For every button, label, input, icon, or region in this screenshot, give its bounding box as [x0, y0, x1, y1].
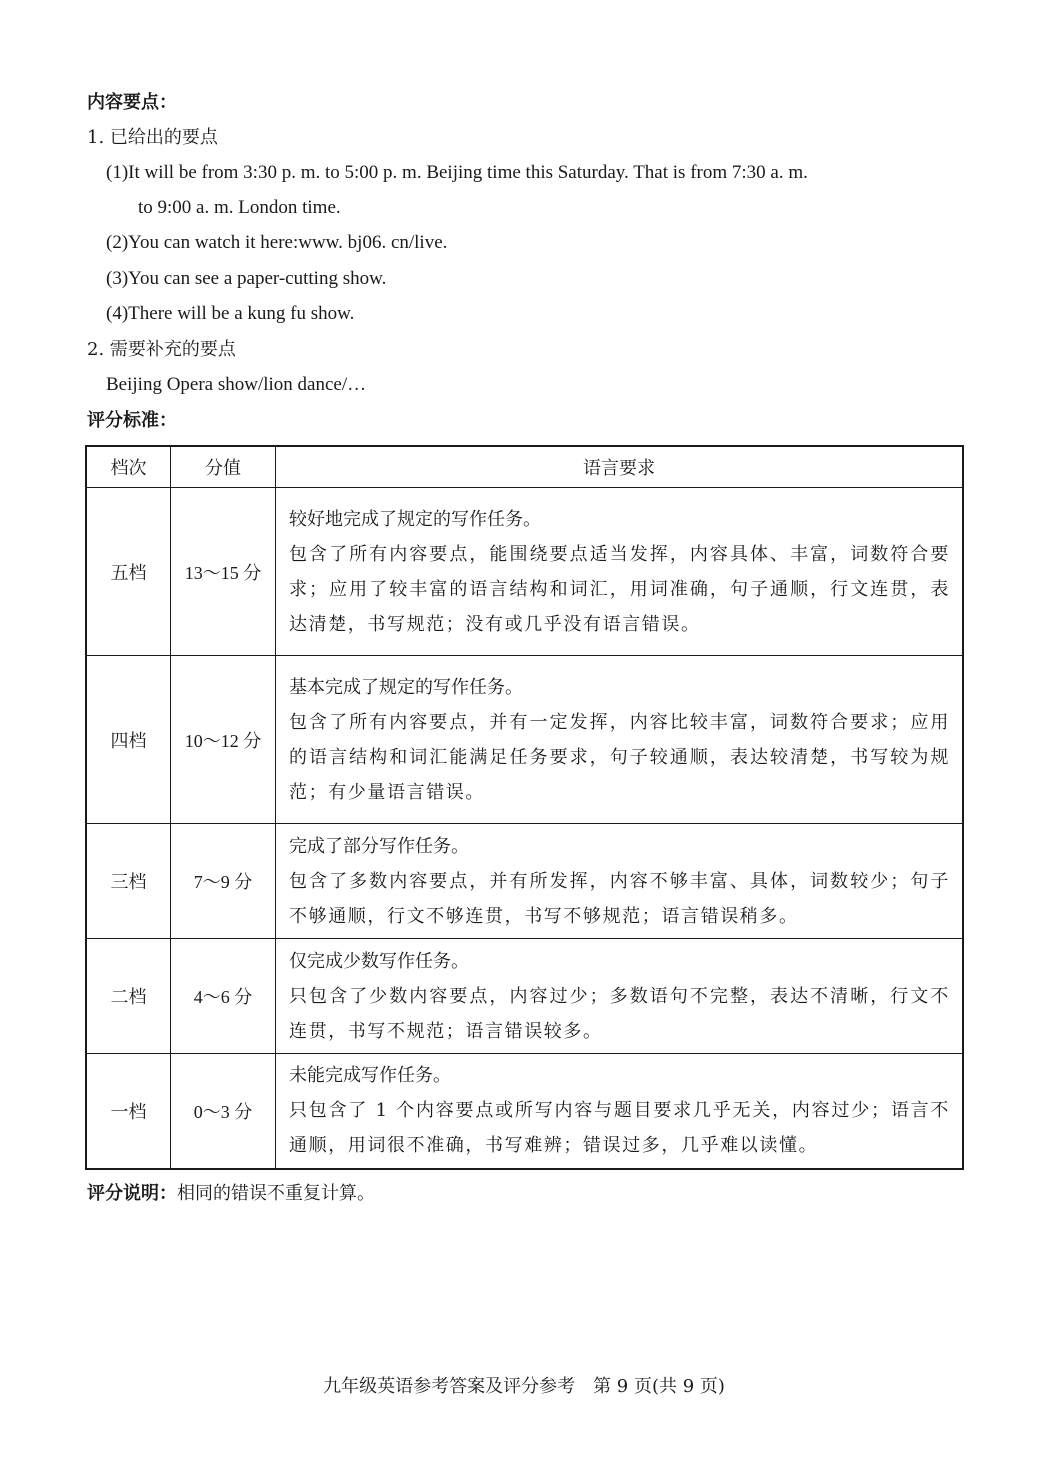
- requirement-body: 包含了所有内容要点，并有一定发挥，内容比较丰富，词数符合要求；应用的语言结构和词汇能满足任务要求，句子较通顺，表达较清楚，书写较为规范；有少量语言错误。: [289, 711, 950, 803]
- supplement-points-title: 2. 需要补充的要点: [87, 339, 236, 360]
- given-point-2: (2)You can watch it here:www. bj06. cn/live.: [106, 232, 448, 253]
- level-cell: 二档: [86, 939, 171, 1054]
- score-cell: 10～12 分: [171, 656, 276, 824]
- grading-note-text: 相同的错误不重复计算。: [177, 1183, 375, 1204]
- column-header-score: 分值: [171, 446, 276, 488]
- given-point-1: (1)It will be from 3:30 p. m. to 5:00 p. m. Beijing time this Saturday. That is from 7:30 a. m.: [106, 162, 808, 183]
- level-cell: 一档: [86, 1054, 171, 1169]
- requirement-cell: [276, 488, 964, 656]
- level-cell: 五档: [86, 488, 171, 656]
- requirement-cell: [276, 824, 964, 939]
- requirement-title: 较好地完成了规定的写作任务。: [289, 508, 541, 530]
- level-cell: 四档: [86, 656, 171, 824]
- level-cell: 三档: [86, 824, 171, 939]
- requirement-cell: [276, 656, 964, 824]
- table-row: [86, 824, 963, 939]
- table-row: [86, 939, 963, 1054]
- requirement-body: 只包含了少数内容要点，内容过少；多数语句不完整，表达不清晰，行文不连贯，书写不规范；语言错误较多。: [289, 985, 950, 1042]
- table-row: [86, 656, 963, 824]
- table-row: [86, 488, 963, 656]
- given-point-3: (3)You can see a paper-cutting show.: [106, 268, 387, 289]
- score-cell: 13～15 分: [171, 488, 276, 656]
- table-header-row: [86, 446, 963, 488]
- table-row: [86, 1054, 963, 1169]
- column-header-level: 档次: [86, 446, 171, 488]
- grading-note-label: 评分说明：: [87, 1183, 177, 1204]
- requirement-title: 基本完成了规定的写作任务。: [289, 676, 523, 698]
- requirement-body: 包含了所有内容要点，能围绕要点适当发挥，内容具体、丰富，词数符合要求；应用了较丰富的语言结构和词汇，用词准确，句子通顺，行文连贯，表达清楚，书写规范；没有或几乎没有语言错误。: [289, 543, 950, 635]
- requirement-cell: [276, 939, 964, 1054]
- column-header-requirements: 语言要求: [276, 446, 964, 488]
- given-point-1-cont: to 9:00 a. m. London time.: [138, 197, 341, 218]
- content-points-heading: 内容要点：: [87, 92, 177, 113]
- requirement-body: 只包含了 1 个内容要点或所写内容与题目要求几乎无关，内容过少；语言不通顺，用词很不准确，书写难辨；错误过多，几乎难以读懂。: [289, 1100, 950, 1157]
- requirement-body: 包含了多数内容要点，并有所发挥，内容不够丰富、具体，词数较少；句子不够通顺，行文不够连贯，书写不够规范；语言错误稍多。: [289, 870, 950, 927]
- requirement-cell: [276, 1054, 964, 1169]
- score-cell: 4～6 分: [171, 939, 276, 1054]
- score-cell: 0～3 分: [171, 1054, 276, 1169]
- requirement-title: 完成了部分写作任务。: [289, 835, 469, 857]
- grading-heading: 评分标准：: [87, 410, 177, 431]
- supplement-points-text: Beijing Opera show/lion dance/…: [106, 374, 367, 395]
- score-cell: 7～9 分: [171, 824, 276, 939]
- given-points-title: 1. 已给出的要点: [87, 127, 218, 148]
- grading-note: [87, 1183, 375, 1205]
- grading-table: [85, 445, 964, 1170]
- given-point-4: (4)There will be a kung fu show.: [106, 303, 355, 324]
- requirement-title: 未能完成写作任务。: [289, 1065, 451, 1087]
- page-footer: 九年级英语参考答案及评分参考 第 9 页(共 9 页): [323, 1376, 725, 1397]
- requirement-title: 仅完成少数写作任务。: [289, 950, 469, 972]
